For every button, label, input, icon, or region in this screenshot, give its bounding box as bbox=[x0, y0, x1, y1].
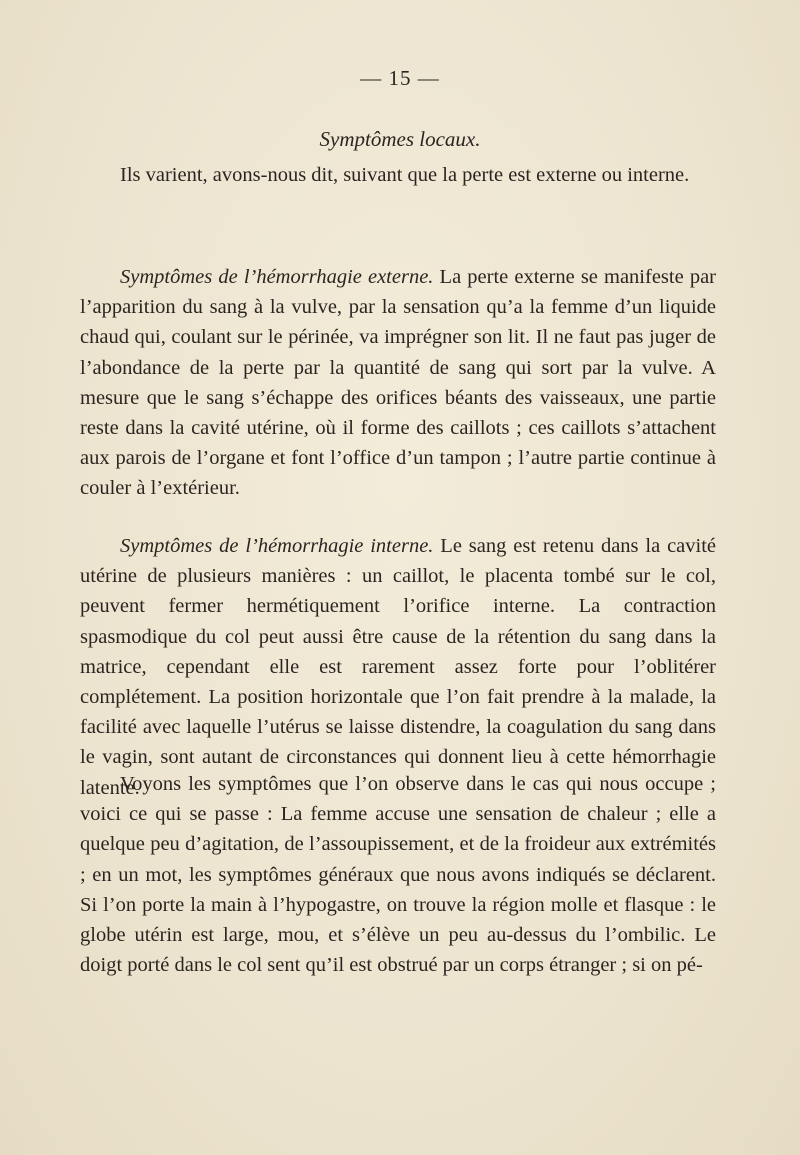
paragraph-internal-hemorrhage bbox=[80, 531, 716, 803]
page-number: — 15 — bbox=[360, 66, 440, 90]
subheading-external: Symptômes de l’hémorrhagie externe. bbox=[120, 266, 434, 288]
paragraph-symptoms-text: Voyons les symptômes que l’on observe dans le cas qui nous occupe ; voici ce qui se passe : La femme accuse une sensation de chaleur ; elle a quelque peu d’agitation, de l’assoupissement, et de la froideur aux extrémités ; en un mot, les symptômes généraux que nous avons indiqués se déclarent. Si l’on porte la main à l’hypogastre, on trouve la région molle et flasque : le globe utérin est large, mou, et s’élève un peu au-dessus du l’ombilic. Le doigt porté dans le col sent qu’il est obstrué par un corps étranger ; si on pé- bbox=[80, 773, 716, 977]
paragraph-intro-text: Ils varient, avons-nous dit, suivant que la perte est externe ou interne. bbox=[120, 164, 690, 186]
section-heading: Symptômes locaux. bbox=[319, 127, 481, 151]
paragraph-external-text: La perte externe se manifeste par l’apparition du sang à la vulve, par la sensation qu’a la femme d’un liquide chaud qui, coulant sur le périnée, va imprégner son lit. Il ne faut pas juger de l’abondance de la perte par la quantité de sang qui sort par la vulve. A mesure que le sang s’échappe des orifices béants des vaisseaux, une partie reste dans la cavité utérine, où il forme des caillots ; ces caillots s’attachent aux parois de l’organe et font l’office d’un tampon ; l’autre partie continue à couler à l’extérieur. bbox=[80, 266, 716, 500]
subheading-internal: Symptômes de l’hémorrhagie interne. bbox=[120, 535, 434, 557]
paragraph-intro bbox=[80, 160, 716, 190]
paragraph-external-hemorrhage bbox=[80, 262, 716, 504]
paragraph-internal-text: Le sang est retenu dans la cavité utérine de plusieurs manières : un caillot, le placenta tombé sur le col, peuvent fermer hermétiquement l’orifice interne. La contraction spasmodique du col peut aussi être cause de la rétention du sang dans la matrice, cependant elle est rarement assez forte pour l’oblitérer complétement. La position horizontale que l’on fait prendre à la malade, la facilité avec laquelle l’utérus se laisse distendre, la coagulation du sang dans le vagin, sont autant de circonstances qui donnent lieu à cette hémorrhagie latente. bbox=[80, 535, 717, 799]
paragraph-symptoms bbox=[80, 769, 716, 980]
